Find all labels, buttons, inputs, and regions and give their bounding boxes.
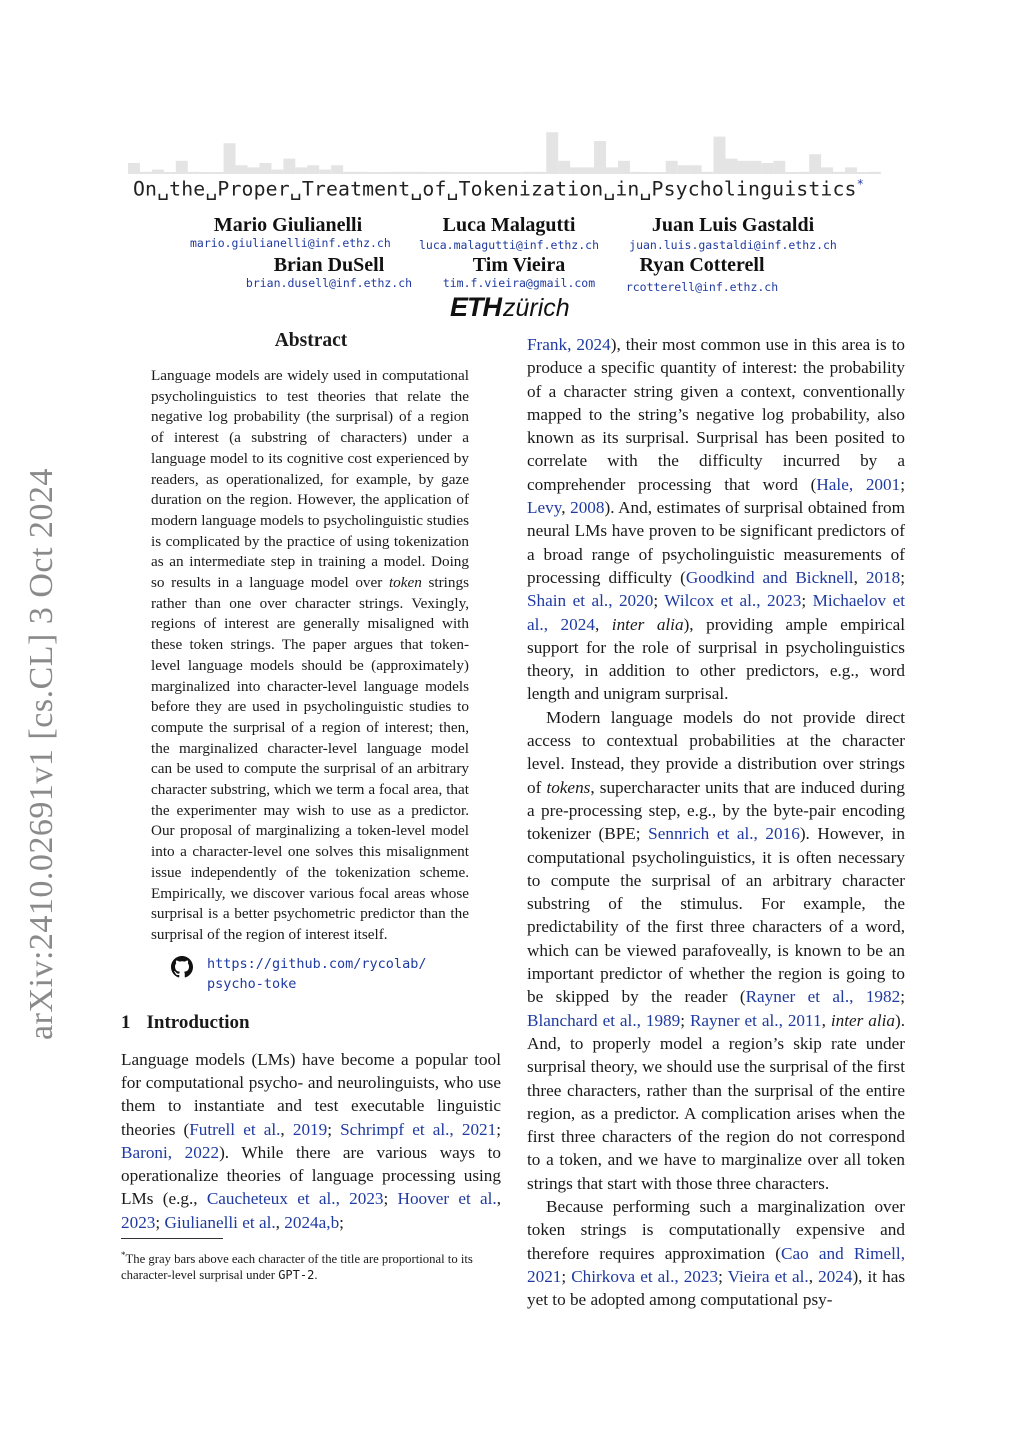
surprisal-bar <box>128 163 140 174</box>
citation-link[interactable]: Goodkind and Bicknell <box>685 567 854 587</box>
author-card <box>190 214 391 250</box>
citation-link[interactable]: Shain et al., 2020 <box>527 591 654 611</box>
eth-logo-city: zürich <box>503 294 570 322</box>
introduction-paragraph-3: Because performing such a marginalization over token strings is computationally expensive and therefore requires approximation (Cao and Rimell, 2021; Chirkova et al., 2023; Vieira et al., 2024), it has yet to be adopted among computational psy- <box>527 1196 906 1310</box>
surprisal-bar <box>809 154 821 174</box>
surprisal-bar <box>367 172 379 174</box>
author-name: Brian DuSell <box>273 254 385 276</box>
surprisal-bar <box>379 172 391 174</box>
github-icon <box>171 956 193 978</box>
surprisal-bar <box>307 165 319 174</box>
author-name: Luca Malagutti <box>442 214 576 236</box>
introduction-paragraph-2: Modern language models do not provide direct access to contextual probabilities at the character level. Instead, they provide a distribution over strings of tokens, supercharacter units that are induced during a pre-processing step, e.g., by the byte-pair encoding tokenizer (BPE; Sennrich et al., 2016). However, in computational psycholinguistics, it is often necessary to compute the surprisal of an arbitrary character substring of the stimulus. For example, the predictability of the first three characters of a word, which can be viewed parafoveally, is known to be an important predictor of whether the region is going to be skipped by the reader (Rayner et al., 1982; Blanchard et al., 1989; Rayner et al., 2011, inter alia). And, to properly model a region’s skip rate under surprisal theory, we should use the surprisal of the first three characters, rather than the surprisal of the entire region, as a predictor. A complication arises when the first three characters of the region do not correspond to a token, and we have to marginalize over all token strings that start with those three characters. <box>527 707 906 1193</box>
citation-link[interactable]: 2019 <box>292 1119 328 1139</box>
surprisal-bar <box>761 163 773 174</box>
surprisal-bar <box>594 141 606 174</box>
citation-link[interactable]: Vieira et al. <box>727 1266 809 1286</box>
github-url-line-1[interactable]: https://github.com/rycolab/ <box>207 955 427 972</box>
introduction-paragraph-1: Language models (LMs) have become a popular tool for computational psycho- and neurolinguists, who use them to instantiate and test executable linguistic theories (Futrell et al., 2019; Schrimpf et al., 2021; Baroni, 2022). While there are various ways to operationalize theories of language processing using LMs (e.g., Caucheteux et al., 2023; Hoover et al., 2023; Giulianelli et al., 2024a,b; <box>121 1049 502 1232</box>
citation-link[interactable]: Caucheteux et al., 2023 <box>206 1189 384 1209</box>
author-card <box>245 254 413 290</box>
author-email[interactable]: luca.malagutti@inf.ethz.ch <box>418 238 599 252</box>
footnote-marker: * <box>121 1250 126 1261</box>
surprisal-bar <box>176 161 188 174</box>
surprisal-bar <box>785 172 797 174</box>
eth-logo-mark: ETH <box>450 292 501 322</box>
surprisal-bar <box>259 163 271 174</box>
abstract-heading: Abstract <box>274 330 348 351</box>
surprisal-bar <box>403 172 415 174</box>
surprisal-bar <box>463 172 475 174</box>
author-card <box>624 254 780 294</box>
section-title: Introduction <box>146 1011 250 1033</box>
surprisal-bar <box>355 172 367 174</box>
section-number: 1 <box>121 1011 131 1033</box>
citation-link[interactable]: Schrimpf et al., 2021 <box>340 1119 497 1139</box>
surprisal-bar <box>236 165 248 174</box>
surprisal-bar <box>331 165 343 174</box>
model-name: GPT-2 <box>278 1268 315 1283</box>
surprisal-bar <box>224 143 236 174</box>
citation-link[interactable]: Hoover et al. <box>397 1189 497 1209</box>
surprisal-bar <box>295 167 307 174</box>
citation-link[interactable]: Futrell et al. <box>189 1119 281 1139</box>
surprisal-bar <box>773 161 785 174</box>
surprisal-bar <box>845 167 857 174</box>
citation-link[interactable]: Michaelov et al., 2024 <box>527 591 905 634</box>
surprisal-bar <box>164 172 176 174</box>
surprisal-bar <box>439 172 451 174</box>
right-column <box>527 333 905 1311</box>
citation-link[interactable]: Wilcox et al., 2023 <box>664 591 802 611</box>
surprisal-bar <box>271 170 283 174</box>
arxiv-identifier-sidebar <box>12 464 72 1044</box>
title-footnote: *The gray bars above each character of the title are proportional to its character-level surprisal under GPT-2. <box>121 1250 473 1283</box>
surprisal-bar <box>558 161 570 174</box>
surprisal-bar <box>690 165 702 174</box>
citation-link[interactable]: 2024 <box>818 1266 853 1286</box>
author-card <box>416 214 602 252</box>
surprisal-bar <box>821 167 833 174</box>
surprisal-bar <box>152 170 164 174</box>
author-email[interactable]: rcotterell@inf.ethz.ch <box>625 280 779 294</box>
surprisal-bar <box>319 170 331 174</box>
emphasis-inter-alia: inter alia <box>611 614 684 634</box>
author-email[interactable]: tim.f.vieira@gmail.com <box>442 276 596 290</box>
surprisal-bar <box>391 172 403 174</box>
surprisal-bar <box>618 161 630 174</box>
surprisal-bar <box>415 172 427 174</box>
left-column <box>121 330 501 1283</box>
citation-link[interactable]: Chirkova et al., 2023 <box>571 1266 719 1286</box>
emphasis-tokens: tokens <box>546 777 591 797</box>
citation-link[interactable]: 2023 <box>121 1212 156 1232</box>
citation-link[interactable]: Blanchard et al., 1989 <box>527 1010 681 1030</box>
arxiv-id-text: arXiv:2410.02691v1 [cs.CL] 3 Oct 2024 <box>23 468 60 1040</box>
surprisal-bar <box>726 159 738 174</box>
surprisal-bar <box>570 167 582 174</box>
paper-title <box>133 177 893 201</box>
citation-link[interactable]: Rayner et al., 1982 <box>745 987 901 1007</box>
citation-link[interactable]: 2024a,b <box>284 1212 340 1232</box>
surprisal-bar <box>248 167 260 174</box>
surprisal-bar <box>606 167 618 174</box>
abstract-text: Language models are widely used in computational psycholinguistics to test theories that relate the negative log probability (the surprisal) of a region of interest (a substring of characters) under a language model to its cognitive cost experienced by readers, as operationalized, for example, by gaze duration on the region. However, the application of modern language models to psycholinguistic studies is complicated by the practice of using tokenization as an intermediate step in training a model. Doing so results in a language model over token strings rather than one over character strings. Vexingly, regions of interest are generally misaligned with these token strings. The paper argues that token-level language models should be (approximately) marginalized into character-level language models before they are used in psycholinguistic studies to compute the surprisal of a region of interest; then, the marginalized character-level language model can be used to compute the surprisal of an arbitrary character substring, which we term a focal area, that the experimenter may wish to use as a predictor. Our proposal of marginalizing a token-level model into a character-level one solves this misalignment issue independently of the tokenization scheme. Empirically, we discover various focal areas whose surprisal is a better psychometric predictor than the surprisal of the region of interest itself. <box>151 367 469 943</box>
author-email[interactable]: mario.giulianelli@inf.ethz.ch <box>190 236 391 250</box>
surprisal-bar <box>857 172 869 174</box>
citation-link[interactable]: Sennrich et al., 2016 <box>648 824 800 844</box>
citation-link[interactable]: Giulianelli et al. <box>164 1212 276 1232</box>
github-url-line-2[interactable]: psycho-toke <box>207 975 297 992</box>
eth-zurich-logo <box>450 292 580 322</box>
title-surprisal-bars <box>128 128 888 174</box>
citation-link[interactable]: Rayner et al., 2011 <box>689 1010 822 1030</box>
citation-link[interactable]: 2008 <box>570 498 605 518</box>
citation-link[interactable]: Hale, 2001 <box>816 474 901 494</box>
emphasis-token: token <box>388 574 422 592</box>
surprisal-bar <box>666 161 678 174</box>
surprisal-bar <box>451 172 463 174</box>
citation-link[interactable]: 2018 <box>865 567 901 587</box>
surprisal-bar <box>200 172 212 174</box>
author-card <box>440 254 598 290</box>
surprisal-bar <box>582 167 594 174</box>
surprisal-bar <box>475 172 487 174</box>
surprisal-bar <box>678 165 690 174</box>
footnote-divider <box>121 1238 223 1239</box>
surprisal-bar <box>737 161 749 174</box>
surprisal-bar <box>869 172 881 174</box>
citation-link[interactable]: Cao and Rimell, 2021 <box>527 1243 905 1286</box>
surprisal-bar <box>702 172 714 174</box>
surprisal-bar <box>797 172 809 174</box>
author-name: Ryan Cotterell <box>639 254 765 276</box>
author-name: Mario Giulianelli <box>213 214 363 236</box>
surprisal-bar <box>642 172 654 174</box>
surprisal-bar <box>487 172 499 174</box>
surprisal-bar <box>546 132 558 174</box>
title-footnote-marker[interactable]: * <box>856 177 864 191</box>
paper-title-text: On␣the␣Proper␣Treatment␣of␣Tokenization␣in␣Psycholinguistics <box>133 177 857 201</box>
surprisal-bar <box>510 172 522 174</box>
surprisal-bar <box>522 172 534 174</box>
surprisal-bar <box>534 172 546 174</box>
citation-link[interactable]: Levy <box>527 498 562 518</box>
surprisal-bar <box>714 137 726 174</box>
author-email[interactable]: brian.dusell@inf.ethz.ch <box>245 276 413 290</box>
surprisal-bar <box>630 172 642 174</box>
surprisal-bar <box>343 172 355 174</box>
author-name: Juan Luis Gastaldi <box>651 214 815 236</box>
introduction-heading <box>121 1012 501 1034</box>
surprisal-bar <box>833 172 845 174</box>
surprisal-bar <box>498 172 510 174</box>
introduction-paragraph-1-continued: Frank, 2024), their most common use in this area is to produce a specific quantity of interest: the probability of a character string given a context, conventionally mapped to the string’s negative log probability, also known as its surprisal. Surprisal has been posited to correlate with the difficulty incurred by a comprehender processing that word (Hale, 2001; Levy, 2008). And, estimates of surprisal obtained from neural LMs have proven to be significant predictors of a broad range of psycholinguistic measurements of processing difficulty (Goodkind and Bicknell, 2018; Shain et al., 2020; Wilcox et al., 2023; Michaelov et al., 2024, inter alia), providing ample empirical support for the role of surprisal in psycholinguistics theory, in addition to other predictors, e.g., word length and unigram surprisal. <box>527 335 906 704</box>
surprisal-bar <box>212 172 224 174</box>
surprisal-bar <box>654 172 666 174</box>
surprisal-bar <box>749 161 761 174</box>
surprisal-bar <box>140 172 152 174</box>
surprisal-bar <box>283 159 295 174</box>
citation-link[interactable]: Frank, 2024 <box>527 335 611 354</box>
author-email[interactable]: juan.luis.gastaldi@inf.ethz.ch <box>629 238 837 252</box>
github-repo-link[interactable] <box>171 954 501 994</box>
surprisal-bar <box>188 172 200 174</box>
surprisal-bar <box>427 172 439 174</box>
emphasis-inter-alia: inter alia <box>830 1010 895 1030</box>
author-card <box>628 214 838 252</box>
author-name: Tim Vieira <box>472 254 566 276</box>
citation-link[interactable]: Baroni, 2022 <box>121 1142 220 1162</box>
